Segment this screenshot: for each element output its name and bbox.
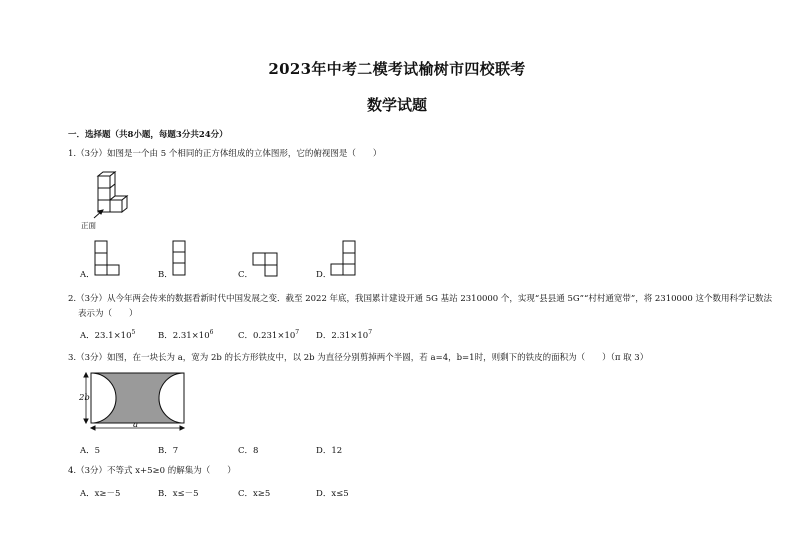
q2-option-c-base: C．0.231×10 <box>238 331 296 341</box>
question-1-stem: 1.（3分）如图是一个由 5 个相同的正方体组成的立体图形，它的俯视图是（ ） <box>68 149 382 159</box>
q2-stem-line1: 2.（3分）从今年两会传来的数据看新时代中国发展之变．截至 2022 年底，我国累计建设开通 5G 基站 2310000 个，实现“县县通 5G”“村村通宽带”，将 2310000 这个数用科学记数法 <box>68 294 772 304</box>
q1-option-a[interactable]: A． <box>80 270 95 280</box>
q1-front-label: 正面 <box>81 221 96 230</box>
q2-option-d[interactable] <box>316 329 372 341</box>
q4-option-d[interactable]: D．x≤5 <box>316 489 349 499</box>
question-2-stem <box>68 292 772 322</box>
q2-option-c-exp: 7 <box>295 329 300 337</box>
exam-title: 2023年中考二模考试榆树市四校联考 <box>268 60 526 78</box>
q4-option-a[interactable]: A．x≥－5 <box>80 489 121 499</box>
section-heading: 一．选择题（共8小题，每题3分共24分） <box>68 130 228 140</box>
q1-option-c-figure <box>252 252 280 278</box>
q1-option-b-figure <box>172 240 188 276</box>
q2-option-a-exp: 5 <box>131 329 136 337</box>
q4-option-b[interactable]: B．x≤－5 <box>158 489 199 499</box>
exam-subtitle: 数学试题 <box>366 96 427 114</box>
q3-option-b[interactable]: B．7 <box>158 446 179 456</box>
q1-option-a-figure <box>94 240 124 276</box>
q2-option-a[interactable] <box>80 329 135 341</box>
q3-option-d[interactable]: D．12 <box>316 446 343 456</box>
question-4-stem: 4.（3分）不等式 x+5≥0 的解集为（ ） <box>68 466 236 476</box>
question-3-stem: 3.（3分）如图，在一块长为 a，宽为 2b 的长方形铁皮中，以 2b 为直径分别剪掉两个半圆，若 a=4，b=1时，则剩下的铁皮的面积为（ ）（π 取 3） <box>68 353 649 363</box>
q2-option-d-exp: 7 <box>368 329 373 337</box>
q2-option-b-exp: 6 <box>209 329 214 337</box>
q3-option-c[interactable]: C．8 <box>238 446 259 456</box>
q3-option-a[interactable]: A．5 <box>80 446 101 456</box>
q2-option-d-base: D．2.31×10 <box>316 331 369 341</box>
q3-label-width: a <box>133 420 139 430</box>
q2-option-b[interactable] <box>158 329 213 341</box>
q4-option-c[interactable]: C．x≥5 <box>238 489 271 499</box>
q3-label-height: 2b <box>79 393 90 403</box>
q2-option-c[interactable] <box>238 329 299 341</box>
q2-option-b-base: B．2.31×10 <box>158 331 210 341</box>
q2-option-a-base: A．23.1×10 <box>80 331 132 341</box>
q1-option-d-figure <box>330 240 358 276</box>
q1-option-d[interactable]: D． <box>316 270 332 280</box>
q1-option-c[interactable]: C． <box>238 270 254 280</box>
q1-option-b[interactable]: B． <box>158 270 173 280</box>
q2-stem-line2: 表示为（ ） <box>78 309 138 319</box>
